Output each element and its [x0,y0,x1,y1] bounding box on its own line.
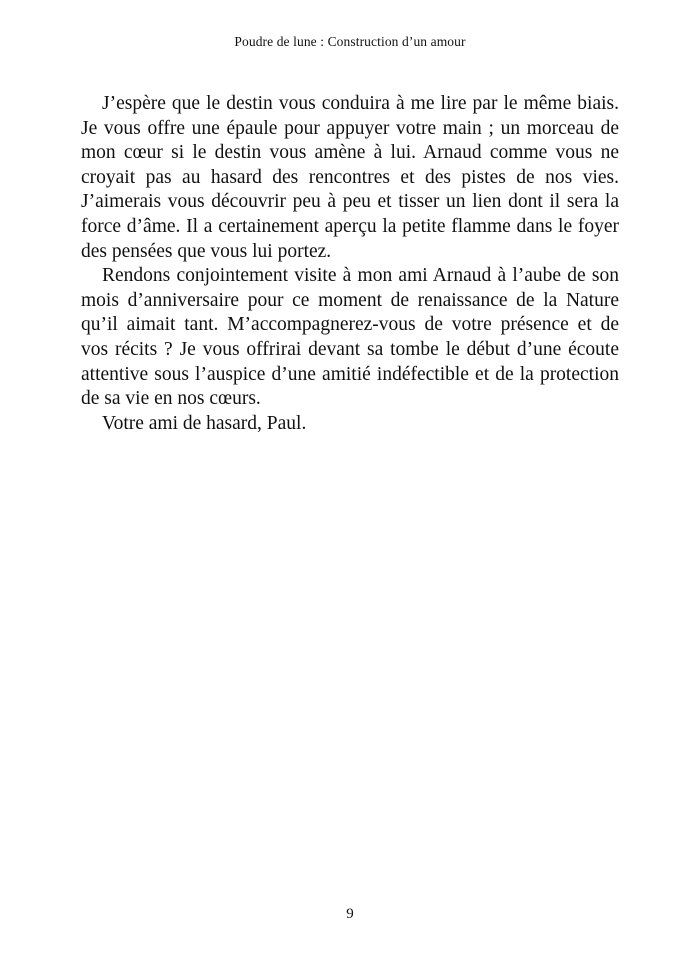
body-text [81,92,619,436]
paragraph: J’espère que le destin vous conduira à me lire par le même biais. Je vous offre une épaule pour appuyer votre main ; un morceau de mon cœur si le destin vous amène à lui. Arnaud comme vous ne croyait pas au hasard des rencontres et des pistes de nos vies. J’aimerais vous découvrir peu à peu et tisser un lien dont il sera la force d’âme. Il a certainement aperçu la petite flamme dans le foyer des pensées que vous lui portez. [81,93,619,262]
page-number: 9 [346,906,354,922]
running-header: Poudre de lune : Construction d’un amour [234,34,466,49]
signature-line: Votre ami de hasard, Paul. [102,412,307,434]
paragraph: Rendons conjointement visite à mon ami Arnaud à l’aube de son mois d’anniversaire pour ce moment de renaissance de la Nature qu’il aimait tant. M’accompagnerez-vous de votre présence et de vos récits ? Je vous offrirai devant sa tombe le début d’une écoute attentive sous l’auspice d’une amitié indéfectible et de la protection de sa vie en nos cœurs. [81,265,619,410]
